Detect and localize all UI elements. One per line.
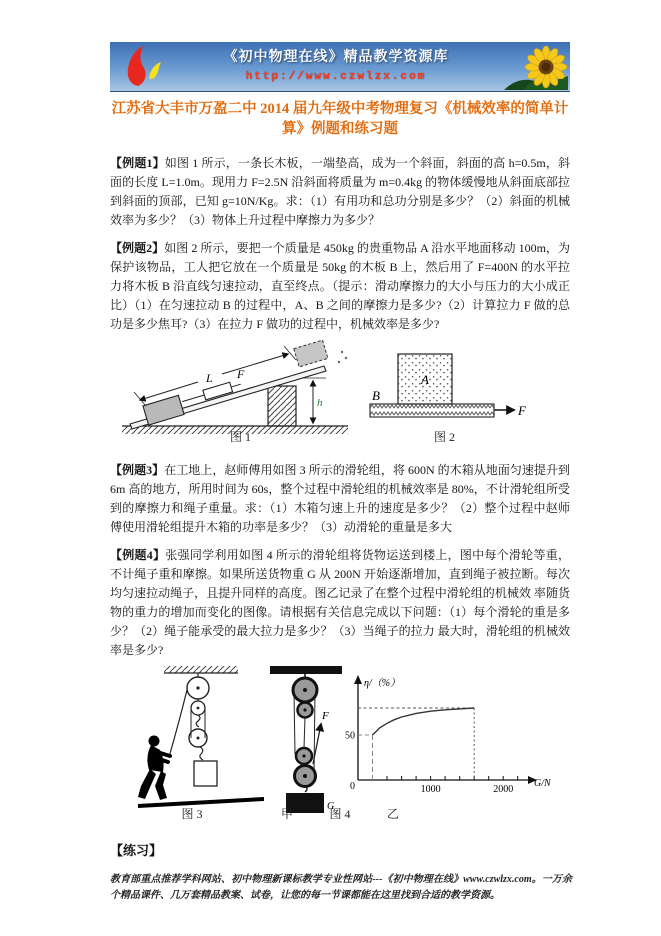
figure-3-caption: 图 3 — [181, 807, 203, 821]
problem-1-label: 【例题1】 — [110, 156, 165, 170]
problem-4-paragraph — [110, 546, 570, 660]
figure-2-caption: 图 2 — [433, 430, 455, 444]
site-url-link[interactable]: http://www.czwlzx.com — [245, 71, 427, 83]
footer-text: 教育部重点推荐学科网站、初中物理新课标教学专业性网站---《初中物理在线》www.czwlzx.com。一万余个精品课件、几万套精品教案、试卷，让您的每一节课都能在这里找到合适的教学资源。 — [110, 874, 572, 901]
problem-2-paragraph — [110, 239, 570, 334]
problem-1-paragraph — [110, 154, 570, 230]
fig1-length-label: L — [206, 371, 213, 385]
jia-force-label: F — [322, 710, 329, 722]
fig2-board-label: B — [372, 388, 380, 403]
problem-3-paragraph — [110, 461, 570, 537]
y-axis-label: η/（%） — [364, 678, 401, 689]
figure-row-2 — [110, 664, 570, 826]
y-tick-label-50: 50 — [345, 730, 355, 742]
practice-heading: 【练习】 — [110, 843, 163, 858]
page-title: 江苏省大丰市万盈二中 2014 届九年级中考物理复习《机械效率的简单计算》例题和练习题 — [111, 101, 569, 137]
site-banner — [110, 42, 570, 92]
problem-4-text: 张强同学利用如图 4 所示的滑轮组将货物运送到楼上，图中每个滑轮等重，不计绳子重和摩擦。如果所送货物重 G 从 200N 开始逐渐增加，直到绳子被拉断。每次均匀速拉动绳子，且提升同样的高度。图乙记录了在整个过程中滑轮组的机械效 率随货物的重力的增加而变化的图像。请根据有关信息完成以下问题：（1）每个滑轮的重是多少？（2）绳子能承受的最大拉力是多少？（3）当绳子的拉力 最大时，滑轮组的机械效率是多少? — [110, 548, 570, 657]
problem-3-label: 【例题3】 — [110, 463, 165, 477]
fig1-height-label: h — [317, 397, 323, 409]
figure-yi-efficiency-chart — [340, 672, 555, 804]
site-logo-icon — [118, 44, 172, 90]
fig2-block-label: A — [421, 372, 429, 387]
figure-yi-caption: 乙 — [386, 807, 399, 821]
figure-2-board-block — [362, 340, 527, 440]
figure-3-worker-pulley — [136, 664, 268, 809]
figure-1-caption: 图 1 — [229, 430, 251, 444]
problem-2-label: 【例题2】 — [110, 241, 165, 255]
figure-1-incline — [118, 340, 363, 440]
problem-1-text: 如图 1 所示，一条长木板，一端垫高，成为一个斜面，斜面的高 h=0.5m，斜面的长度 L=1.0m。现用力 F=2.5N 沿斜面将质量为 m=0.4kg 的物体缓慢地从斜面底部拉到斜面的顶部，已知 g=10N/Kg。求：（1）有用功和总功分别是多少？（2）斜面的机械效率为多少？（3）物体上升过程中摩擦力为多少？ — [110, 156, 570, 227]
figure-4-caption: 图 4 — [329, 807, 351, 821]
fig1-force-label: F — [237, 367, 245, 381]
problem-2-text: 如图 2 所示，要把一个质量是 450kg 的贵重物品 A 沿水平地面移动 100m，为保护该物品，工人把它放在一个质量是 50kg 的木板 B 上，然后用了 F=400N 的水平拉力将木板 B 沿直线匀速拉动，直至终点。（提示：滑动摩擦力的大小与压力的大小成正比）（1）在匀速拉动 B 的过程中，A、B 之间的摩擦力是多少?（2）计算拉力 F 做的总功是多少焦耳?（3）在拉力 F 做功的过程中，机械效率是多少? — [110, 241, 570, 331]
efficiency-curve — [373, 708, 475, 735]
figure-row-1 — [110, 340, 570, 452]
fig2-force-label: F — [518, 403, 526, 418]
origin-label: 0 — [350, 781, 355, 792]
problem-3-text: 在工地上，赵师傅用如图 3 所示的滑轮组，将 600N 的木箱从地面匀速提升到 6m 高的地方，所用时间为 60s，整个过程中滑轮组的机械效率是 80%，不计滑轮组所受到的摩擦力和绳子重量。求：（1）木箱匀速上升的速度是多少？（2）整个过程中赵师傅使用滑轮组提升木箱的功率是多少？（3）动滑轮的重量是多大 — [110, 463, 570, 534]
sunflower-icon — [504, 46, 568, 90]
jia-weight-label: G — [327, 801, 335, 812]
x-tick-label: 2000 — [493, 784, 514, 795]
site-name: 《初中物理在线》精品教学资源库 — [223, 50, 449, 65]
figure-jia-caption: 甲 — [280, 807, 293, 821]
x-tick-label: 1000 — [420, 784, 441, 795]
x-axis-label: G/N — [534, 778, 551, 789]
problem-4-label: 【例题4】 — [110, 548, 166, 562]
